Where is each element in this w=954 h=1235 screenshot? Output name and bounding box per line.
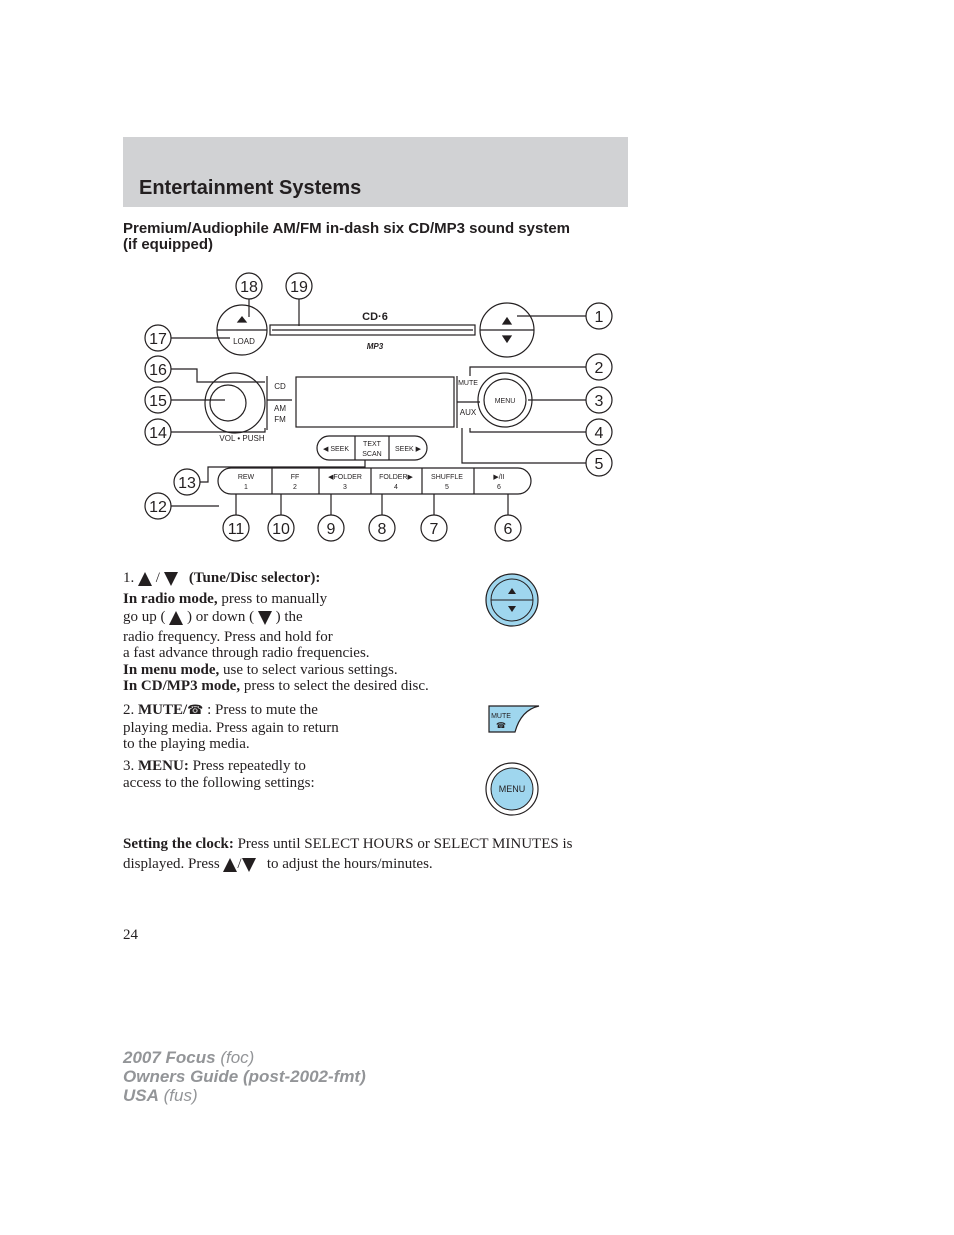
tune-up-icon — [503, 318, 511, 324]
phone-icon: ☎ — [187, 702, 204, 717]
callout-4: 4 — [594, 425, 604, 442]
preset-5-top: SHUFFLE — [431, 474, 463, 481]
callout-18: 18 — [240, 279, 258, 296]
item1-radio-line2: go up ( ) or down ( ) the — [123, 609, 303, 625]
am-label: AM — [274, 404, 286, 413]
callout-6: 6 — [503, 521, 513, 538]
preset-bar — [218, 468, 531, 494]
callout-16: 16 — [149, 362, 167, 379]
scan-label: SCAN — [362, 451, 382, 458]
subheading-line-2: (if equipped) — [123, 236, 213, 253]
menu-label: MENU — [494, 398, 516, 405]
preset-1-top: REW — [237, 474, 255, 481]
mp3-logo: MP3 — [366, 342, 384, 351]
item1-radio-line4: a fast advance through radio frequencies. — [123, 645, 370, 661]
callout-5: 5 — [594, 456, 604, 473]
load-label: LOAD — [233, 337, 255, 346]
mute-label: MUTE — [458, 380, 478, 387]
item1-heading: 1. / (Tune/Disc selector): — [123, 570, 321, 586]
seek-left-label: ◀ SEEK — [322, 446, 350, 453]
up-arrow-icon — [169, 611, 183, 625]
mute-button-illustration — [487, 704, 545, 736]
up-arrow-icon — [138, 572, 152, 586]
mute-icon-label: MUTE — [491, 713, 511, 720]
cd6-logo: CD·6 — [362, 311, 388, 323]
up-arrow-icon — [223, 858, 237, 872]
callout-13: 13 — [178, 475, 196, 492]
item1-cd-line: In CD/MP3 mode, press to select the desired disc. — [123, 678, 429, 694]
callout-17: 17 — [149, 331, 167, 348]
vol-push-label: VOL • PUSH — [219, 434, 265, 443]
display-window — [296, 377, 454, 427]
item1-radio-line3: radio frequency. Press and hold for — [123, 629, 333, 645]
down-arrow-icon — [258, 611, 272, 625]
preset-6-num: 6 — [497, 484, 501, 491]
item2-line1: 2. MUTE/☎ : Press to mute the — [123, 702, 318, 718]
item1-menu-line: In menu mode, use to select various settings. — [123, 662, 398, 678]
callout-7: 7 — [429, 521, 439, 538]
callout-15: 15 — [149, 393, 167, 410]
section-title: Entertainment Systems — [139, 177, 362, 199]
callout-2: 2 — [594, 360, 604, 377]
item1-radio-line1: In radio mode, press to manually — [123, 591, 328, 607]
footer-line-1: 2007 Focus (foc) — [123, 1048, 255, 1067]
item2-line2: playing media. Press again to return — [123, 720, 339, 736]
preset-3-top: ◀FOLDER — [328, 474, 362, 481]
menu-button-illustration — [484, 761, 542, 819]
footer-line-3: USA (fus) — [123, 1086, 198, 1105]
callout-8: 8 — [377, 521, 387, 538]
preset-2-num: 2 — [293, 484, 297, 491]
tune-down-icon — [503, 336, 511, 342]
tune-button-illustration — [484, 572, 542, 628]
clock-line2: displayed. Press / to adjust the hours/minutes. — [123, 856, 433, 872]
page-number: 24 — [123, 927, 138, 943]
callout-10: 10 — [272, 521, 290, 538]
preset-5-num: 5 — [445, 484, 449, 491]
aux-label: AUX — [459, 408, 477, 417]
clock-line1: Setting the clock: Press until SELECT HOURS or SELECT MINUTES is — [123, 836, 573, 852]
footer-line-2: Owners Guide (post-2002-fmt) — [123, 1067, 366, 1086]
callout-14: 14 — [149, 425, 167, 442]
callout-3: 3 — [594, 393, 604, 410]
preset-3-num: 3 — [343, 484, 347, 491]
menu-icon-label: MENU — [498, 784, 526, 794]
callout-1: 1 — [594, 309, 604, 326]
callout-9: 9 — [326, 521, 336, 538]
callout-11: 11 — [227, 521, 245, 538]
svg-text:☎: ☎ — [496, 721, 506, 730]
preset-4-num: 4 — [394, 484, 398, 491]
preset-1-num: 1 — [244, 484, 248, 491]
seek-right-label: SEEK ▶ — [394, 446, 422, 453]
footer — [123, 1048, 366, 1105]
callout-19: 19 — [290, 279, 308, 296]
eject-icon — [238, 317, 246, 322]
item3-line1: 3. MENU: Press repeatedly to — [123, 758, 306, 774]
preset-2-top: FF — [290, 474, 300, 481]
callout-12: 12 — [149, 499, 167, 516]
radio-faceplate-diagram — [0, 0, 954, 560]
item3-line2: access to the following settings: — [123, 775, 315, 791]
fm-label: FM — [274, 415, 286, 424]
preset-4-top: FOLDER▶ — [379, 474, 413, 481]
cd-label: CD — [274, 382, 286, 391]
item2-line3: to the playing media. — [123, 736, 250, 752]
subheading-line-1: Premium/Audiophile AM/FM in-dash six CD/MP3 sound system — [123, 220, 571, 237]
down-arrow-icon — [164, 572, 178, 586]
text-label: TEXT — [363, 441, 381, 448]
preset-6-top: ▶/II — [493, 474, 505, 481]
down-arrow-icon — [242, 858, 256, 872]
